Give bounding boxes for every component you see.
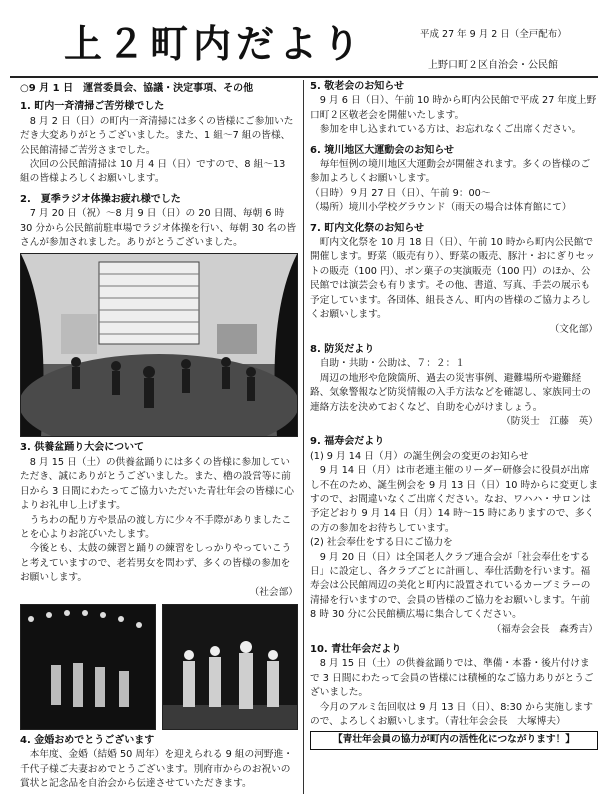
section-text: 今月のアルミ缶回収は 9 月 13 日（日）、8:30 から実施しますので、よろしくお願いします。（青壮年会会長 大塚博夫） [310,701,593,728]
section-title: 5. 敬老会のお知らせ [310,81,404,92]
section-text: 自助・共助・公助は、７：２：１ [319,358,465,370]
section-title: 10. 青壮年会だより [310,644,402,656]
event-location: （場所）境川小学校グラウンド（雨天の場合は体育館にて） [310,202,572,214]
section-title: 9. 福寿会だより [310,436,385,448]
subsection-title: (2) 社会奉仕をする日にご協力を [310,537,453,549]
section-fukuju-club [310,435,598,637]
section-text: 7 月 20 日（祝）～8 月 9 日（日）の 20 日間、毎朝 6 時 30 分から公民館前駐車場でラジオ体操を行い、毎朝 30 名の皆さんが参加されました。ありがとうございました。 [20,208,297,249]
section-text: 町内文化祭を 10 月 18 日（日）、午前 10 時から町内公民館で開催します。野菜（販売有り）、野菜の販売、豚汁・おにぎりセットの販売（100 円）、ポン菓子の実演販売（100 円）のほか、公民館では演芸会も有ります。その他、書道、写真、手芸の展示も予定しています。各団体、組長さん、町内の皆様のご協力よろしくお願いします。 [310,237,595,321]
column-divider [303,80,304,794]
section-culture-festival [310,222,598,337]
section-title: 6. 境川地区大運動会のお知らせ [310,144,454,156]
bon-dance-photos [20,604,298,730]
section-text: 8 月 15 日（土）の供養盆踊りには多くの皆様に参加していただき、誠にありがとうございました。また、櫓の設営等に前日から 3 日間にわたってご協力いただいた青壮年会の皆様に心よりお礼申し上げます。 [20,456,294,512]
section-signature: （防災士 江藤 英） [501,415,598,427]
section-title: 1. 町内一斉清掃ご苦労様でした [20,101,165,113]
section-signature: （文化部） [549,323,598,335]
section-text: 次回の公民館清掃は 10 月 4 日（日）ですので、8 組～13 組の皆様よろしくお願いします。 [20,159,286,185]
youth-club-callout: 【青壮年会員の協力が町内の活性化につながります！】 [310,731,598,749]
section-title: 4. 金婚おめでとうございます [20,734,155,746]
section-text: 毎年恒例の境川地区大運動会が開催されます。多くの皆様のご参加よろしくお願いします。 [310,159,591,185]
subsection-title: (1) 9 月 14 日（月）の誕生例会の変更のお知らせ [310,450,529,462]
section-disaster-prevention [310,343,598,429]
section-text: うちわの配り方や景品の渡し方に少々不手際がありましたことを心よりお詫びいたします。 [20,514,292,540]
meeting-lead: ○9 月 1 日 運営委員会、協議・決定事項、その他 [20,83,254,94]
section-text: 9 月 20 日（日）は全国老人クラブ連合会が「社会奉仕をする日」に設定し、各クラブごとに計画し、奉仕活動を行います。福寿会は公民館周辺の美化と町内に設置されているカーブミラーの清掃を行いますので、会員の皆様のご協力をお願いします。午前 8 時 30 分に公民館横広場に集合してください。 [310,551,591,621]
event-datetime: （日時）９月 27 日（日）、午前 9：00～ [310,187,491,199]
radio-exercise-photo [20,253,298,437]
bon-dance-photo-2 [162,604,298,730]
section-text: 8 月 2 日（日）の町内一斉清掃には多くの皆様にご参加いただき大変ありがとうございました。また、1 組～7 組の皆様、公民館清掃ご苦労さまでした。 [20,115,294,156]
section-text: 参加を申し込まれている方は、お忘れなくご出席ください。 [319,124,582,136]
section-text: 周辺の地形や危険箇所、過去の災害事例、避難場所や避難経路、気象警報など防災情報の入手方法などを確認し、家族同士の連絡方法を決めておくなど、自助を心がけましょう。 [310,372,591,413]
newsletter-title: 上２町内だより [64,22,366,66]
section-sports-day [310,144,598,216]
section-text: 本年度、金婚（結婚 50 周年）を迎えられる 9 組の河野進・千代子様ご夫妻おめでとうございます。別府市からのお祝いの賞状と記念品を自治会から伝達させていただきます。 [20,749,293,790]
section-title: 7. 町内文化祭のお知らせ [310,222,424,234]
masthead [8,12,598,72]
publisher: 上野口町２区自治会・公民館 [428,60,558,71]
section-title: 3. 供養盆踊り大会について [20,442,145,454]
section-radio-exercise [20,193,298,251]
section-title: 2. 夏季ラジオ体操お疲れ様でした [20,193,181,205]
section-golden-wedding [20,734,298,792]
section-cleanup [20,100,298,186]
section-text: 8 月 15 日（土）の供養盆踊りでは、準備・本番・後片付けまで 3 日間にわたって会員の皆様には積極的なご協力ありがとうございました。 [310,658,594,699]
section-text: 9 月 14 日（月）は市老連主催のリーダー研修会に役員が出席し不在のため、誕生例会を 9 月 13 日（日）10 時からに変更しますので、お間違いなくご出席ください。なお、ワハハ・サロンは予定どおり 9 月 14 日（月）14 時～15 時にありますので、多くの方の参加をお待ちしています。 [310,465,599,534]
header-rule [10,76,598,78]
right-column [310,80,598,750]
bon-dance-photo-1 [20,604,156,730]
left-column [20,80,298,792]
section-bon-dance [20,441,298,599]
section-signature: （福寿会会長 森秀吉） [491,623,598,635]
section-text: 9 月 6 日（日）、午前 10 時から町内公民館で平成 27 年度上野口町２区敬老会を開催いたします。 [310,95,597,121]
section-youth-club [310,643,598,750]
section-text: 今後とも、太鼓の練習と踊りの練習をしっかりやっていこうと考えていますので、老若男女を問わず、多くの皆様の参加をお願いします。 [20,543,292,584]
section-signature: （社会部） [249,586,298,598]
section-respect-aged [310,80,598,138]
section-title: 8. 防災だより [310,343,375,355]
issue-date: 平成 27 年 9 月 2 日（全戸配布） [420,29,567,40]
